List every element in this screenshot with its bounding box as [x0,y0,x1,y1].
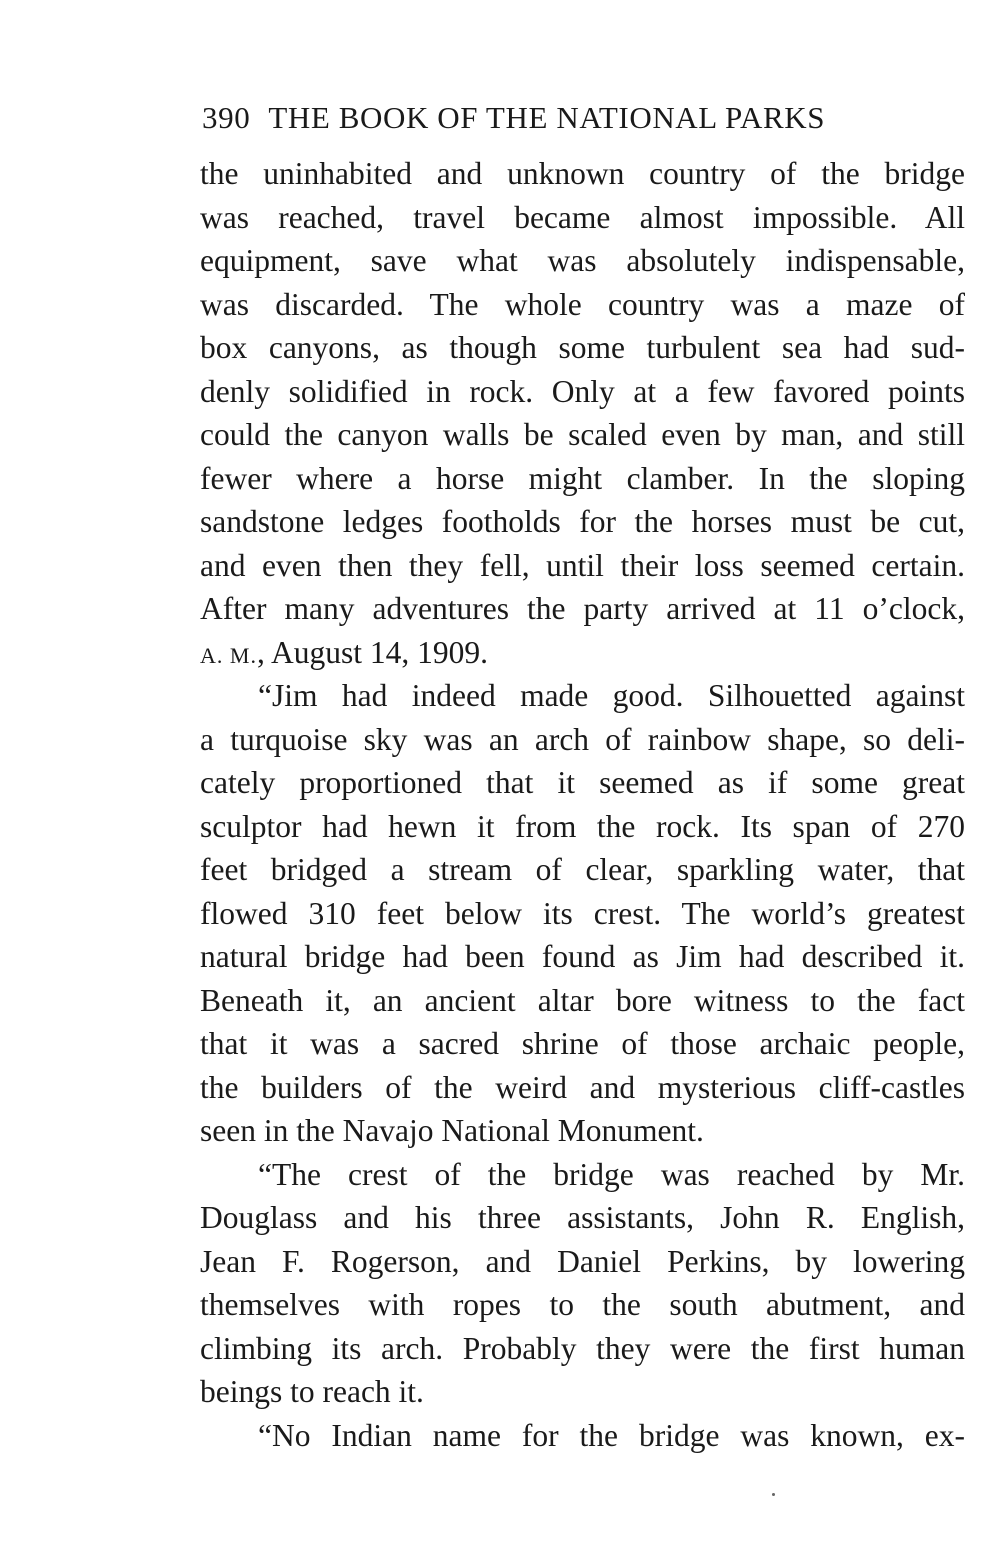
text-line: flowed 310 feet below its crest. The world’s greatest [200,895,965,931]
text-line: climbing its arch. Probably they were the first human [200,1330,965,1366]
page-number: 390 [202,100,251,135]
text-line: cately proportioned that it seemed as if some great [200,765,965,800]
text-line: After many adventures the party arrived at 11 o’clock, [200,591,965,626]
text-line-paragraph-start: “The crest of the bridge was reached by Mr. [258,1156,965,1192]
body-text [200,152,965,1457]
text-line: the builders of the weird and mysterious cliff-castles [200,1069,965,1105]
text-line: was discarded. The whole country was a maze of [200,286,965,322]
text-line: themselves with ropes to the south abutment, and [200,1287,965,1322]
text-line: fewer where a horse might clamber. In the sloping [200,460,965,496]
running-head-title: THE BOOK OF THE NATIONAL PARKS [268,100,826,135]
text-line: that it was a sacred shrine of those archaic people, [200,1026,965,1061]
text-line: beings to reach it. [200,1374,424,1409]
text-line: Jean F. Rogerson, and Daniel Perkins, by lowering [200,1243,965,1279]
small-caps-ampm: A. M. [200,642,257,668]
text-line: Douglass and his three assistants, John R. English, [200,1200,965,1235]
running-head [202,96,942,140]
text-line-ampm: A. M., August 14, 1909. [200,634,488,670]
text-line: Beneath it, an ancient altar bore witness to the fact [200,982,965,1018]
scan-speck [772,1493,775,1496]
text-line: box canyons, as though some turbulent sea had sud- [200,330,965,365]
text-line: was reached, travel became almost impossible. All [200,199,965,235]
text-line: denly solidified in rock. Only at a few favored points [200,373,965,409]
text-line-paragraph-start: “Jim had indeed made good. Silhouetted against [258,678,965,713]
text-line: equipment, save what was absolutely indispensable, [200,243,965,278]
text-line: feet bridged a stream of clear, sparkling water, that [200,852,965,887]
text-line: sandstone ledges footholds for the horses must be cut, [200,504,965,539]
text-line: could the canyon walls be scaled even by man, and still [200,417,965,452]
text-line: natural bridge had been found as Jim had described it. [200,939,965,974]
text-line-paragraph-start: “No Indian name for the bridge was known, ex- [258,1417,965,1453]
text-line: and even then they fell, until their loss seemed certain. [200,547,965,583]
text-line: the uninhabited and unknown country of the bridge [200,156,965,191]
text-line: sculptor had hewn it from the rock. Its span of 270 [200,808,965,844]
text-line: a turquoise sky was an arch of rainbow shape, so deli- [200,721,965,757]
text-line: seen in the Navajo National Monument. [200,1113,704,1148]
